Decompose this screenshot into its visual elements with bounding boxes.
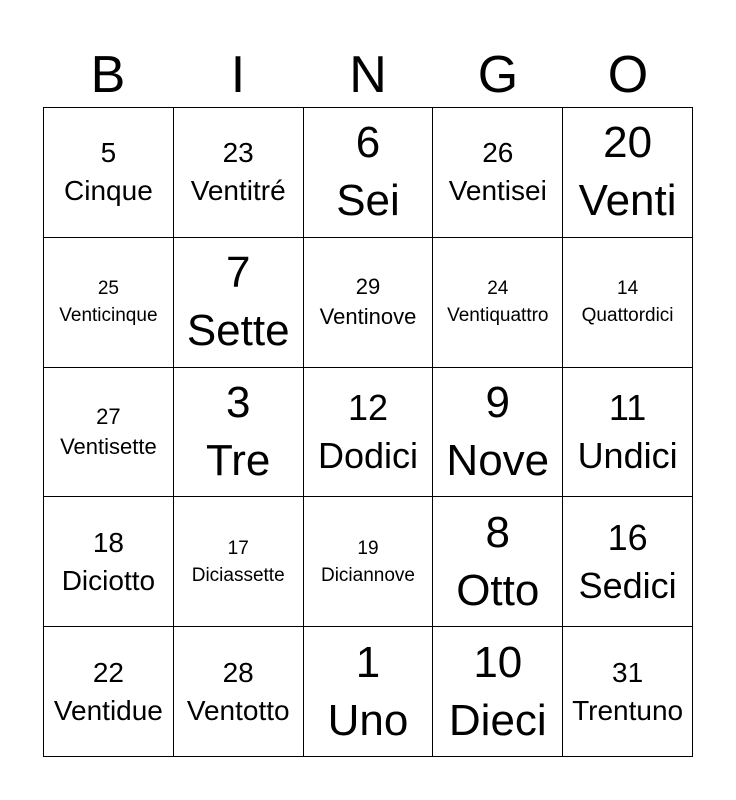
bingo-cell[interactable] <box>563 108 693 238</box>
cell-number: 7 <box>225 248 251 298</box>
header-letter-o: O <box>607 46 649 104</box>
cell-number: 27 <box>96 403 121 429</box>
cell-word: Ventidue <box>53 694 163 726</box>
bingo-cell[interactable] <box>304 368 434 498</box>
cell-word: Venticinque <box>59 305 158 327</box>
cell-word: Nove <box>446 435 550 485</box>
cell-number: 5 <box>100 137 117 169</box>
cell-number: 9 <box>485 377 511 427</box>
cell-number: 8 <box>485 507 511 557</box>
bingo-cell[interactable] <box>174 238 304 368</box>
cell-number: 26 <box>482 137 514 169</box>
cell-word: Quattordici <box>581 305 674 327</box>
cell-word: Diciassette <box>191 564 285 586</box>
cell-word: Sette <box>186 306 290 356</box>
cell-word: Diciotto <box>61 564 156 596</box>
cell-number: 14 <box>617 278 639 300</box>
cell-number: 29 <box>355 274 381 300</box>
cell-word: Venti <box>578 176 677 226</box>
cell-number: 3 <box>225 377 251 427</box>
bingo-cell[interactable] <box>44 238 174 368</box>
cell-number: 1 <box>355 637 381 687</box>
cell-word: Trentuno <box>572 694 684 726</box>
bingo-cell[interactable] <box>433 108 563 238</box>
cell-number: 12 <box>347 386 389 428</box>
cell-word: Tre <box>206 435 271 485</box>
cell-number: 25 <box>97 278 119 300</box>
cell-number: 22 <box>92 656 124 688</box>
cell-word: Ventotto <box>186 694 290 726</box>
header-letter-i: I <box>230 46 246 104</box>
cell-number: 28 <box>222 656 254 688</box>
bingo-cell[interactable] <box>433 627 563 757</box>
bingo-cell[interactable] <box>174 368 304 498</box>
cell-word: Dieci <box>448 695 547 745</box>
cell-number: 18 <box>92 526 124 558</box>
bingo-cell[interactable] <box>563 497 693 627</box>
header-letter-g: G <box>477 46 519 104</box>
header-letter-b: B <box>90 46 126 104</box>
bingo-cell[interactable] <box>174 627 304 757</box>
cell-number: 31 <box>612 656 644 688</box>
cell-number: 6 <box>355 118 381 168</box>
bingo-cell[interactable] <box>433 497 563 627</box>
bingo-cell[interactable] <box>44 108 174 238</box>
cell-word: Ventitré <box>190 175 286 207</box>
cell-word: Uno <box>327 695 409 745</box>
bingo-cell[interactable] <box>44 627 174 757</box>
bingo-cell[interactable] <box>433 368 563 498</box>
cell-number: 16 <box>607 516 648 558</box>
bingo-cell[interactable] <box>174 108 304 238</box>
bingo-cell[interactable] <box>563 368 693 498</box>
bingo-cell[interactable] <box>563 627 693 757</box>
cell-word: Otto <box>456 565 540 615</box>
cell-word: Ventisei <box>448 175 547 207</box>
cell-word: Undici <box>577 434 678 476</box>
bingo-cell[interactable] <box>433 238 563 368</box>
cell-number: 23 <box>222 137 254 169</box>
bingo-cell[interactable] <box>304 627 434 757</box>
bingo-cell[interactable] <box>304 108 434 238</box>
cell-word: Ventisette <box>60 433 157 459</box>
header-letter-n: N <box>349 46 387 104</box>
cell-word: Sedici <box>578 564 677 606</box>
bingo-cell[interactable] <box>174 497 304 627</box>
bingo-header <box>43 44 693 106</box>
cell-word: Sei <box>336 176 400 226</box>
cell-word: Diciannove <box>320 564 415 586</box>
cell-number: 11 <box>608 386 647 428</box>
cell-word: Ventinove <box>319 304 417 330</box>
cell-number: 17 <box>227 537 249 559</box>
bingo-cell[interactable] <box>304 238 434 368</box>
bingo-cell[interactable] <box>563 238 693 368</box>
cell-number: 19 <box>357 537 379 559</box>
bingo-cell[interactable] <box>304 497 434 627</box>
cell-number: 10 <box>473 637 523 687</box>
cell-number: 20 <box>603 118 653 168</box>
cell-word: Ventiquattro <box>447 305 549 327</box>
bingo-grid <box>43 107 693 757</box>
cell-number: 24 <box>487 278 509 300</box>
cell-word: Dodici <box>317 434 419 476</box>
cell-word: Cinque <box>64 175 153 207</box>
bingo-cell[interactable] <box>44 497 174 627</box>
bingo-cell[interactable] <box>44 368 174 498</box>
